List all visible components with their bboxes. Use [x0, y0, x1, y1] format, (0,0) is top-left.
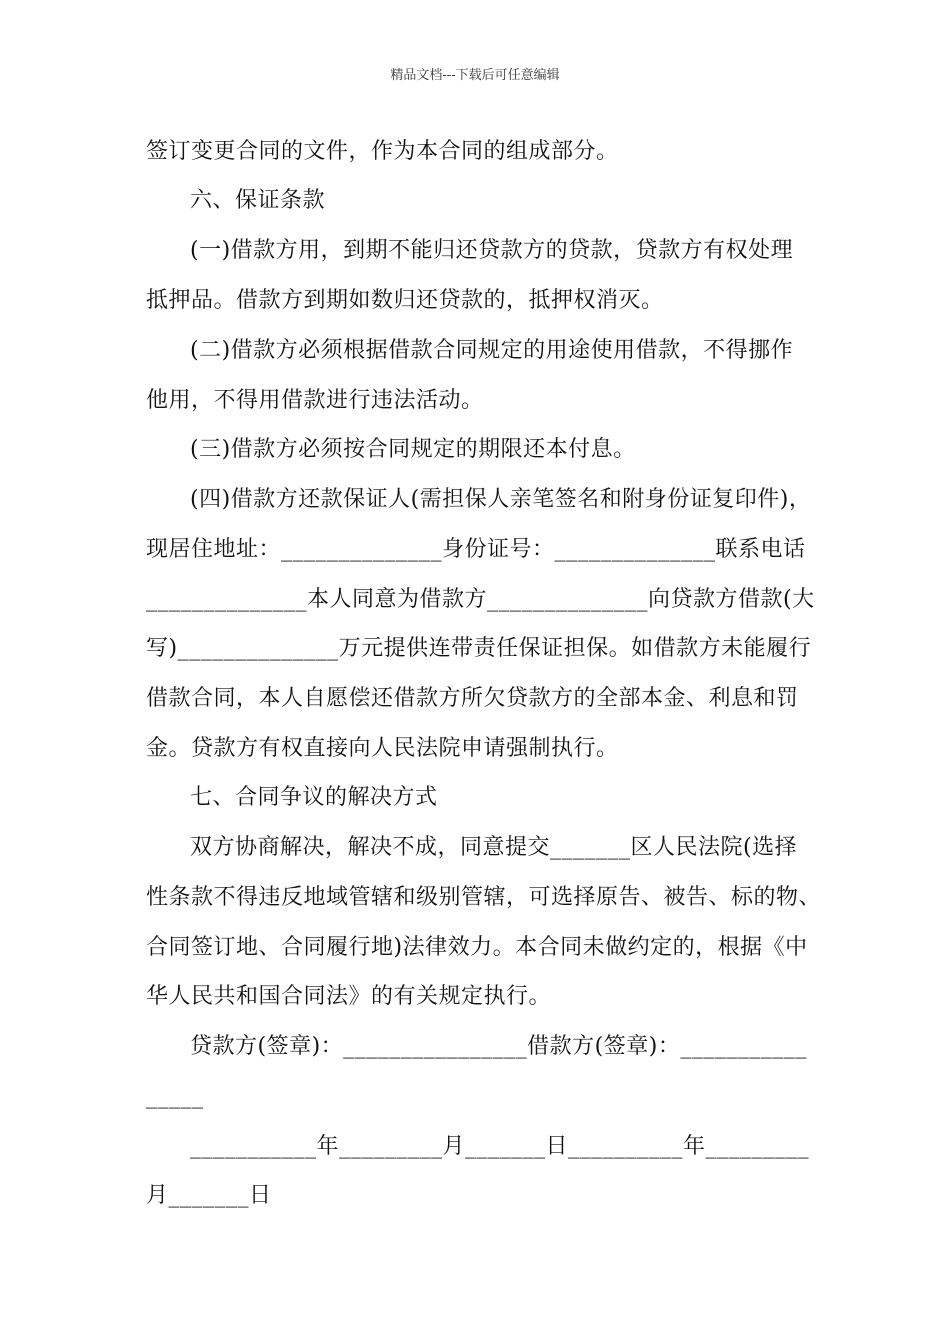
text-line: 性条款不得违反地域管辖和级别管辖，可选择原告、被告、标的物、	[146, 885, 822, 910]
text-line: (一)借款方用，到期不能归还贷款方的贷款，贷款方有权处理	[190, 238, 794, 263]
date-line: 月_______日	[146, 1183, 272, 1208]
text-line: 写)______________万元提供连带责任保证担保。如借款方未能履行	[146, 636, 812, 661]
section-heading: 六、保证条款	[190, 188, 326, 213]
text-line: 签订变更合同的文件，作为本合同的组成部分。	[146, 139, 619, 164]
text-line: (三)借款方必须按合同规定的期限还本付息。	[190, 437, 636, 462]
text-line: 借款合同，本人自愿偿还借款方所欠贷款方的全部本金、利息和罚	[146, 686, 799, 711]
text-line: 他用，不得用借款进行违法活动。	[146, 388, 484, 413]
text-line: ______________本人同意为借款方______________向贷款方借款(大	[146, 587, 815, 612]
section-heading: 七、合同争议的解决方式	[190, 785, 438, 810]
signature-line: _____	[146, 1084, 204, 1109]
text-line: (二)借款方必须根据借款合同规定的用途使用借款，不得挪作	[190, 338, 794, 363]
text-line: 现居住地址：______________身份证号：______________联系电话	[146, 537, 806, 562]
signature-line: 贷款方(签章)：________________借款方(签章)：___________	[190, 1034, 807, 1059]
text-line: 华人民共和国合同法》的有关规定执行。	[146, 984, 552, 1009]
text-line: 抵押品。借款方到期如数归还贷款的，抵押权消灭。	[146, 288, 664, 313]
text-line: 合同签订地、合同履行地)法律效力。本合同未做约定的，根据《中	[146, 935, 808, 960]
text-line: 双方协商解决，解决不成，同意提交_______区人民法院(选择	[190, 835, 798, 860]
page-header: 精品文档---下载后可任意编辑	[390, 68, 560, 83]
text-line: (四)借款方还款保证人(需担保人亲笔签名和附身份证复印件)，	[190, 487, 812, 512]
text-line: 金。贷款方有权直接向人民法院申请强制执行。	[146, 736, 619, 761]
date-line: ___________年_________月_______日__________年_________	[190, 1134, 810, 1159]
